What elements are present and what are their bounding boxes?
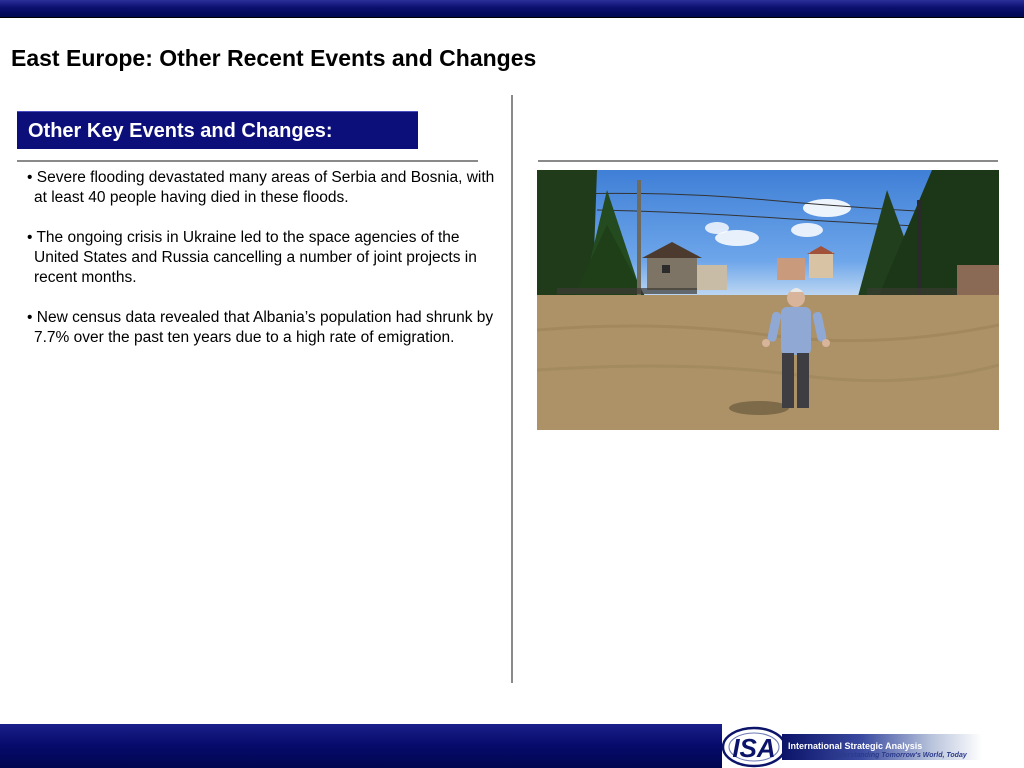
bullet-item [27,308,497,348]
organization-name: International Strategic Analysis [788,741,923,751]
right-divider-rule [538,160,998,162]
bullet-item [27,168,497,208]
isa-globe-icon [722,726,788,768]
flood-photo-drawing [537,170,999,430]
left-divider-rule [17,160,478,162]
top-banner-bar [0,0,1024,18]
bullet-text: Severe flooding devastated many areas of Serbia and Bosnia, with at least 40 people having died in these floods. [34,169,495,206]
section-heading: Other Key Events and Changes: [28,120,333,142]
bullet-marker: • [27,229,33,246]
logo-mark-text: ISA [732,733,776,763]
bullet-item [27,228,497,288]
bullet-text: New census data revealed that Albania’s population had shrunk by 7.7% over the past ten years due to a high rate of emigration. [34,309,494,346]
bullet-list [27,168,497,368]
footer-logo [722,724,1024,768]
bullet-text: The ongoing crisis in Ukraine led to the space agencies of the United States and Russia cancelling a number of joint projects in recent months. [34,229,477,286]
section-header-box [17,111,418,149]
bullet-marker: • [27,169,33,186]
page-title: East Europe: Other Recent Events and Changes [11,45,537,71]
flood-photo [537,170,999,430]
bullet-marker: • [27,309,33,326]
footer-bar [0,724,722,768]
organization-tagline: Understanding Tomorrow's World, Today [830,752,967,759]
vertical-divider [511,95,513,683]
